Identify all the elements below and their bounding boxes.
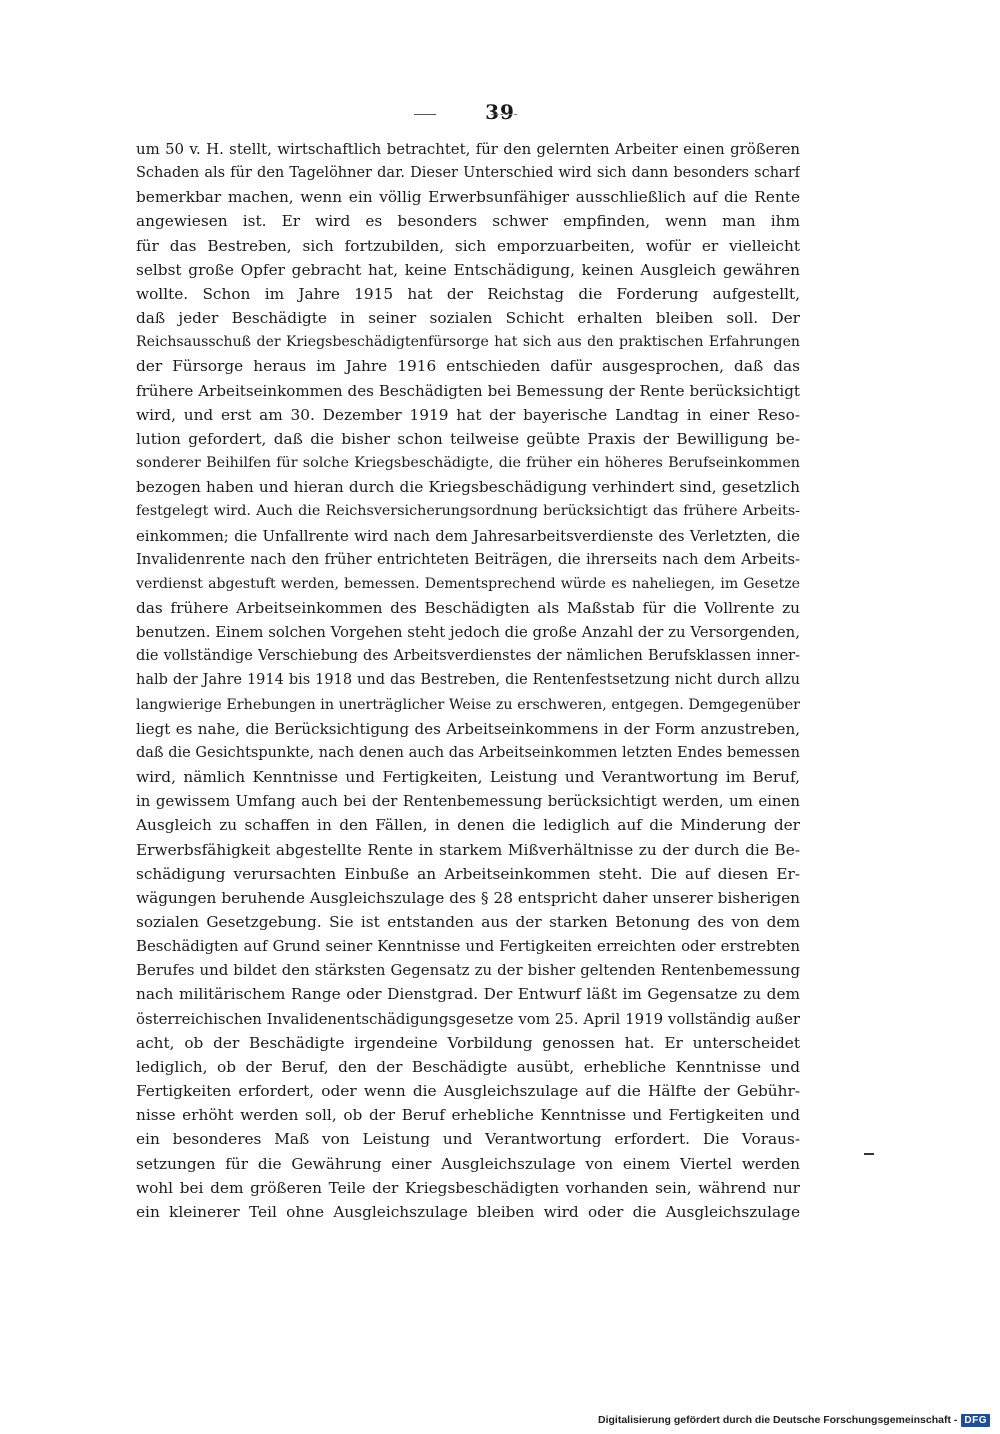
text-line: bemerkbar machen, wenn ein völlig Erwerbsunfähiger ausschließlich auf die Rente [136,188,800,207]
margin-mark [864,1153,874,1155]
text-line: bezogen haben und hieran durch die Kriegsbeschädigung verhindert sind, gesetzlich [136,478,800,497]
text-line: angewiesen ist. Er wird es besonders schwer empfinden, wenn man ihm [136,212,800,231]
text-line: der Fürsorge heraus im Jahre 1916 entschieden dafür ausgesprochen, daß das [136,357,800,376]
text-line: sozialen Gesetzgebung. Sie ist entstanden aus der starken Betonung des von dem [136,913,800,931]
text-line: sonderer Beihilfen für solche Kriegsbeschädigte, die früher ein höheres Berufseinkommen [136,455,800,472]
text-line: nach militärischem Range oder Dienstgrad. Der Entwurf läßt im Gegensatze zu dem [136,985,800,1004]
text-line: benutzen. Einem solchen Vorgehen steht jedoch die große Anzahl der zu Versorgenden, [136,623,800,642]
text-line: Berufes und bildet den stärksten Gegensatz zu der bisher geltenden Rentenbemessung [136,961,800,980]
text-line: Reichsausschuß der Kriegsbeschädigtenfürsorge hat sich aus den praktischen Erfahrungen [136,334,800,351]
text-line: langwierige Erhebungen in unerträglicher Weise zu erschweren, entgegen. Demgegenüber [136,696,800,713]
credit-text: Digitalisierung gefördert durch die Deutsche Forschungsgemeinschaft - [598,1414,958,1426]
text-line: liegt es nahe, die Berücksichtigung des Arbeitseinkommens in der Form anzustreben, [136,719,800,738]
text-line: setzungen für die Gewährung einer Ausgleichszulage von einem Viertel werden [136,1154,800,1173]
text-line: Erwerbsfähigkeit abgestellte Rente in starkem Mißverhältnisse zu der durch die Be- [136,840,800,859]
text-line: festgelegt wird. Auch die Reichsversicherungsordnung berücksichtigt das frühere Arbeits- [136,503,800,520]
text-line: lediglich, ob der Beruf, den der Beschädigte ausübt, erhebliche Kenntnisse und [136,1057,800,1076]
text-line: wird, und erst am 30. Dezember 1919 hat der bayerische Landtag in einer Reso- [136,405,800,424]
text-line: schädigung verursachten Einbuße an Arbeitseinkommen steht. Die auf diesen Er- [136,864,800,883]
text-line: österreichischen Invalidenentschädigungsgesetze vom 25. April 1919 vollständig außer [136,1009,800,1028]
text-line: daß jeder Beschädigte in seiner sozialen Schicht erhalten bleiben soll. Der [136,309,800,328]
text-line: wägungen beruhende Ausgleichszulage des § 28 entspricht daher unserer bisherigen [136,888,800,907]
text-line: selbst große Opfer gebracht hat, keine Entschädigung, keinen Ausgleich gewähren [136,260,800,279]
text-line: Beschädigten auf Grund seiner Kenntnisse und Fertigkeiten erreichten oder erstrebten [136,937,800,956]
text-line: Ausgleich zu schaffen in den Fällen, in denen die lediglich auf die Minderung der [136,816,800,835]
text-line: Fertigkeiten erfordert, oder wenn die Ausgleichszulage auf die Hälfte der Gebühr- [136,1082,800,1101]
page-header [0,100,1000,130]
text-line: ein besonderes Maß von Leistung und Verantwortung erfordert. Die Voraus- [136,1130,800,1149]
text-line: Invalidenrente nach den früher entrichteten Beiträgen, die ihrerseits nach dem Arbeits- [136,550,800,568]
text-line: einkommen; die Unfallrente wird nach dem Jahresarbeitsverdienste des Verletzten, die [136,526,800,545]
text-line: das frühere Arbeitseinkommen des Beschädigten als Maßstab für die Vollrente zu [136,598,800,617]
digitization-credit [598,1412,990,1428]
text-line: acht, ob der Beschädigte irgendeine Vorbildung genossen hat. Er unterscheidet [136,1033,800,1052]
page-number: 39 [485,100,515,124]
text-line: in gewissem Umfang auch bei der Rentenbemessung berücksichtigt werden, um einen [136,792,800,811]
text-line: frühere Arbeitseinkommen des Beschädigten bei Bemessung der Rente berücksichtigt [136,381,800,400]
text-line: wird, nämlich Kenntnisse und Fertigkeiten, Leistung und Verantwortung im Beruf, [136,768,800,787]
text-line: daß die Gesichtspunkte, nach denen auch das Arbeitseinkommen letzten Endes bemessen [136,744,800,761]
text-line: wohl bei dem größeren Teile der Kriegsbeschädigten vorhanden sein, während nur [136,1178,800,1197]
text-line: wollte. Schon im Jahre 1915 hat der Reichstag die Forderung aufgestellt, [136,284,800,303]
text-line: für das Bestreben, sich fortzubilden, sich emporzuarbeiten, wofür er vielleicht [136,236,800,255]
text-line: die vollständige Verschiebung des Arbeitsverdienstes der nämlichen Berufsklassen inner- [136,648,800,665]
text-line: verdienst abgestuft werden, bemessen. Dementsprechend würde es naheliegen, im Gesetze [136,575,800,592]
dfg-logo: DFG [961,1414,990,1427]
text-line: halb der Jahre 1914 bis 1918 und das Bestreben, die Rentenfestsetzung nicht durch allzu [136,672,800,689]
header-dash-right [491,114,517,115]
text-line: ein kleinerer Teil ohne Ausgleichszulage bleiben wird oder die Ausgleichszulage [136,1202,800,1221]
text-line: nisse erhöht werden soll, ob der Beruf erhebliche Kenntnisse und Fertigkeiten und [136,1106,800,1125]
text-line: um 50 v. H. stellt, wirtschaftlich betrachtet, für den gelernten Arbeiter einen größeren [136,140,800,158]
text-line: Schaden als für den Tagelöhner dar. Dieser Unterschied wird sich dann besonders scharf [136,165,800,182]
body-text [136,137,800,1224]
text-line: lution gefordert, daß die bisher schon teilweise geübte Praxis der Bewilligung be- [136,429,800,448]
